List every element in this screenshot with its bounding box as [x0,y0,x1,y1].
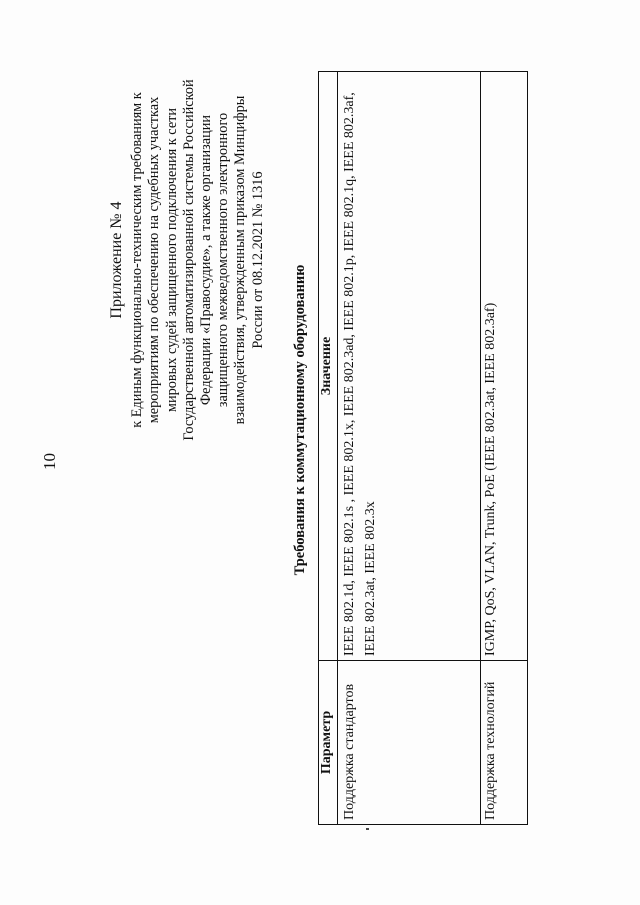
annex-header [108,35,267,485]
annex-line: Государственной автоматизированной системы Российской [180,79,197,441]
requirements-table [318,71,528,825]
cell-parameter: Поддержка технологий [481,661,528,825]
cell-value: IGMP, QoS, VLAN, Trunk, PoE (IEEE 802.3at, IEEE 802.3af) [481,72,528,661]
annex-line: мировых судей защищенного подключения к сети [163,107,180,413]
annex-line: взаимодействия, утвержденным приказом Минцифры [232,95,249,425]
column-header-parameter: Параметр [319,661,338,825]
annex-line: к Единым функционально-техническим требованиям к [129,92,146,428]
table-header-row [319,72,338,825]
scan-speck [366,828,369,830]
cell-parameter: Поддержка стандартов [338,661,481,825]
table-row [481,72,528,825]
annex-line: мероприятиям по обеспечению на судебных участках [146,96,163,424]
cell-value: IEEE 802.1d, IEEE 802.1s , IEEE 802.1x, IEEE 802.3ad, IEEE 802.1p, IEEE 802.1q, IEEE 802.3af, IEEE 802.3at, IEEE 802.3x [338,72,481,661]
column-header-value: Значение [319,72,338,661]
table-title: Требования к коммутационному оборудованию [292,264,308,576]
annex-line: защищенного межведомственного электронного [215,112,232,408]
table-row [338,72,481,825]
page-number: 10 [40,453,59,470]
annex-line: России от 08.12.2021 № 1316 [249,171,266,349]
annex-title: Приложение № 4 [108,201,125,319]
annex-line: Федерации «Правосудие», а также организации [198,114,215,406]
